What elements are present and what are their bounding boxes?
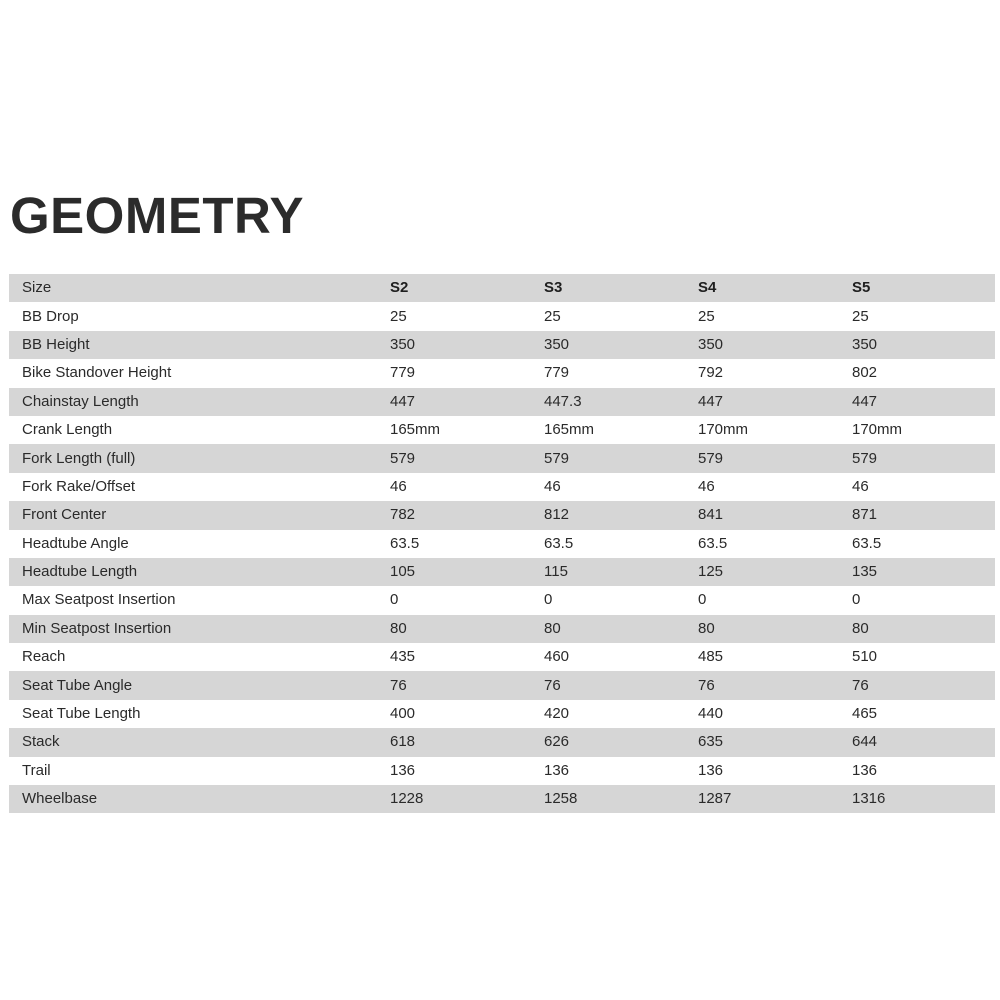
row-value-s5: 465 (852, 705, 878, 723)
row-value-s2: 350 (390, 335, 416, 353)
row-value-s4: 25 (698, 307, 715, 325)
row-value-s3: 115 (544, 563, 568, 581)
row-label: Crank Length (22, 421, 113, 439)
row-label: Stack (22, 733, 60, 751)
row-value-s3: 25 (544, 307, 561, 325)
row-value-s4: 841 (698, 506, 724, 524)
table-row (9, 530, 995, 558)
table-row (9, 643, 995, 671)
row-value-s4: 792 (698, 364, 724, 382)
row-label: Wheelbase (22, 790, 98, 808)
table-header-row (9, 274, 995, 302)
row-label: BB Drop (22, 307, 79, 325)
row-label: Trail (22, 761, 51, 779)
row-label: Chainstay Length (22, 392, 139, 410)
row-value-s4: 440 (698, 705, 724, 723)
row-value-s5: 871 (852, 506, 878, 524)
row-value-s5: 80 (852, 619, 869, 637)
row-value-s4: 0 (698, 591, 707, 609)
row-value-s2: 779 (390, 364, 416, 382)
row-value-s3: 80 (544, 619, 561, 637)
row-value-s3: 63.5 (544, 534, 574, 552)
row-value-s2: 435 (390, 648, 416, 666)
header-size-s3: S3 (544, 279, 563, 297)
row-value-s4: 635 (698, 733, 724, 751)
row-value-s4: 1287 (698, 790, 732, 808)
row-value-s4: 80 (698, 619, 715, 637)
row-value-s5: 0 (852, 591, 861, 609)
row-value-s2: 579 (390, 449, 416, 467)
row-value-s4: 350 (698, 335, 724, 353)
row-value-s3: 350 (544, 335, 570, 353)
row-value-s2: 0 (390, 591, 399, 609)
row-value-s4: 76 (698, 676, 715, 694)
row-value-s3: 579 (544, 449, 570, 467)
row-value-s5: 76 (852, 676, 869, 694)
row-label: Seat Tube Angle (22, 676, 133, 694)
row-value-s4: 63.5 (698, 534, 728, 552)
row-label: Seat Tube Length (22, 705, 141, 723)
header-size-s5: S5 (852, 279, 871, 297)
table-body (9, 302, 995, 813)
row-value-s2: 618 (390, 733, 416, 751)
row-label: BB Height (22, 335, 90, 353)
row-value-s2: 76 (390, 676, 407, 694)
row-value-s3: 0 (544, 591, 553, 609)
row-value-s2: 46 (390, 477, 407, 495)
table-row (9, 501, 995, 529)
row-value-s2: 105 (390, 563, 416, 581)
row-value-s2: 63.5 (390, 534, 420, 552)
geometry-table (9, 274, 995, 813)
row-value-s3: 46 (544, 477, 561, 495)
row-value-s5: 510 (852, 648, 878, 666)
row-value-s3: 165mm (544, 421, 595, 439)
table-row (9, 473, 995, 501)
row-value-s5: 63.5 (852, 534, 882, 552)
row-value-s4: 170mm (698, 421, 749, 439)
row-value-s2: 400 (390, 705, 416, 723)
row-value-s5: 135 (852, 563, 878, 581)
row-value-s2: 80 (390, 619, 407, 637)
row-value-s5: 802 (852, 364, 878, 382)
row-value-s3: 460 (544, 648, 570, 666)
row-value-s4: 125 (698, 563, 724, 581)
row-value-s5: 447 (852, 392, 878, 410)
header-size-label: Size (22, 279, 52, 297)
row-value-s3: 447.3 (544, 392, 582, 410)
header-size-s2: S2 (390, 279, 409, 297)
table-row (9, 558, 995, 586)
row-label: Headtube Length (22, 563, 138, 581)
row-value-s3: 420 (544, 705, 570, 723)
table-row (9, 302, 995, 330)
row-label: Bike Standover Height (22, 364, 172, 382)
row-value-s5: 25 (852, 307, 869, 325)
row-value-s4: 579 (698, 449, 724, 467)
row-value-s5: 644 (852, 733, 878, 751)
table-row (9, 444, 995, 472)
row-value-s2: 136 (390, 761, 416, 779)
row-value-s5: 350 (852, 335, 878, 353)
table-row (9, 359, 995, 387)
row-label: Max Seatpost Insertion (22, 591, 176, 609)
row-value-s3: 136 (544, 761, 570, 779)
row-label: Min Seatpost Insertion (22, 619, 172, 637)
table-row (9, 586, 995, 614)
row-label: Reach (22, 648, 66, 666)
row-label: Fork Length (full) (22, 449, 136, 467)
table-row (9, 785, 995, 813)
row-label: Front Center (22, 506, 107, 524)
row-value-s4: 46 (698, 477, 715, 495)
row-value-s2: 25 (390, 307, 407, 325)
row-label: Fork Rake/Offset (22, 477, 136, 495)
row-label: Headtube Angle (22, 534, 129, 552)
table-row (9, 671, 995, 699)
row-value-s3: 76 (544, 676, 561, 694)
row-value-s2: 165mm (390, 421, 441, 439)
row-value-s5: 46 (852, 477, 869, 495)
row-value-s3: 812 (544, 506, 570, 524)
header-size-s4: S4 (698, 279, 717, 297)
row-value-s4: 136 (698, 761, 724, 779)
row-value-s4: 447 (698, 392, 724, 410)
row-value-s3: 1258 (544, 790, 578, 808)
row-value-s5: 136 (852, 761, 878, 779)
row-value-s2: 782 (390, 506, 416, 524)
table-row (9, 331, 995, 359)
row-value-s4: 485 (698, 648, 724, 666)
row-value-s2: 1228 (390, 790, 424, 808)
row-value-s5: 1316 (852, 790, 886, 808)
table-row (9, 615, 995, 643)
row-value-s2: 447 (390, 392, 416, 410)
table-row (9, 388, 995, 416)
table-row (9, 416, 995, 444)
table-row (9, 757, 995, 785)
row-value-s5: 170mm (852, 421, 903, 439)
row-value-s5: 579 (852, 449, 878, 467)
page-title: GEOMETRY (10, 187, 304, 244)
table-row (9, 700, 995, 728)
table-row (9, 728, 995, 756)
row-value-s3: 626 (544, 733, 570, 751)
row-value-s3: 779 (544, 364, 570, 382)
